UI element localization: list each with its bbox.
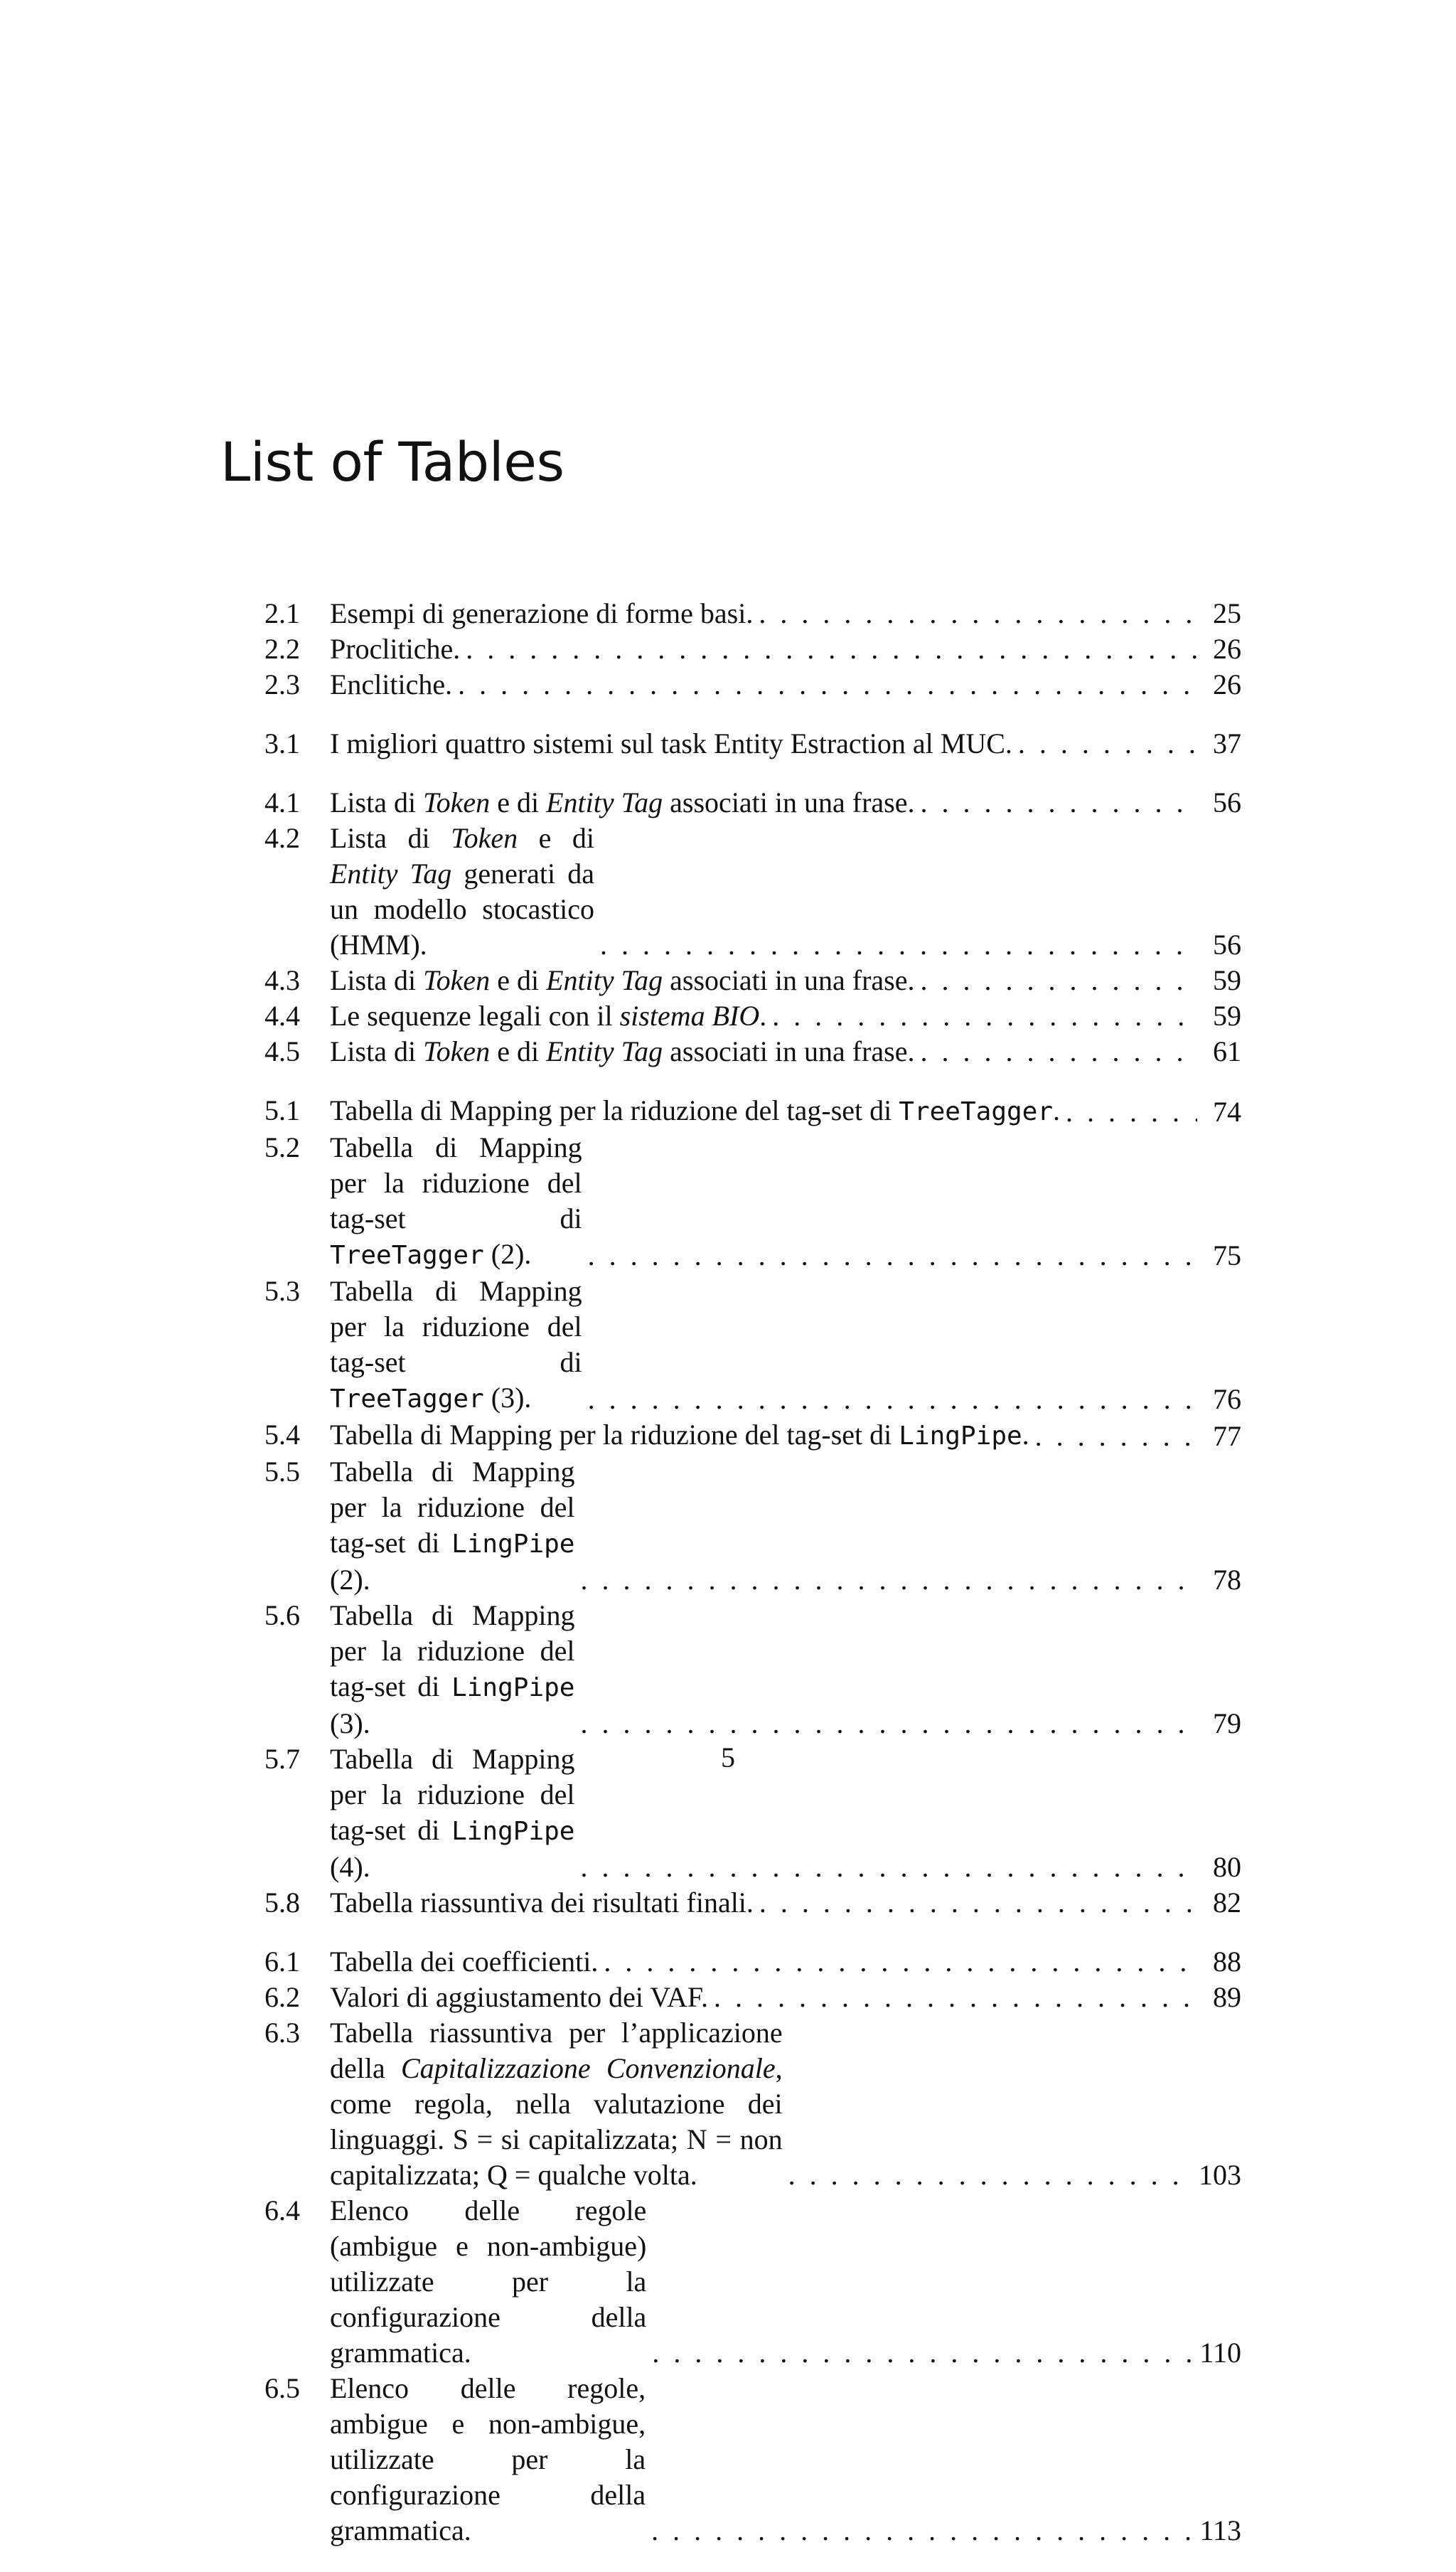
table-number: 5.6	[264, 1599, 300, 1631]
table-caption: Tabella di Mapping per la riduzione del tag-set di LingPipe.	[330, 1419, 1029, 1451]
page-ref: 25	[1213, 597, 1241, 629]
entry-body	[330, 667, 1241, 703]
page-ref: 110	[1199, 2337, 1241, 2369]
toc-entry[interactable]	[264, 821, 1241, 963]
toc-group	[264, 1093, 1241, 1921]
dot-leader	[646, 2513, 1192, 2549]
toc-entry[interactable]	[264, 785, 1241, 821]
entry-body	[330, 785, 1241, 821]
table-caption: Tabella di Mapping per la riduzione del tag-set di LingPipe (2).	[330, 1456, 575, 1596]
table-caption: Valori di aggiustamento dei VAF.	[330, 1981, 708, 2013]
dot-leader	[766, 998, 1197, 1034]
entry-body	[330, 1034, 1241, 1069]
toc-entry[interactable]	[264, 998, 1241, 1034]
table-number: 6.3	[264, 2017, 300, 2049]
table-number: 4.5	[264, 1035, 300, 1067]
dot-leader	[646, 2335, 1192, 2371]
page-ref: 37	[1213, 727, 1241, 759]
table-caption: Proclitiche.	[330, 633, 461, 665]
page-ref: 103	[1199, 2159, 1241, 2191]
toc-entry[interactable]	[264, 1417, 1241, 1454]
toc-group	[264, 785, 1241, 1069]
dot-leader	[582, 1238, 1197, 1274]
table-caption: Tabella di Mapping per la riduzione del tag-set di TreeTagger.	[330, 1094, 1061, 1126]
toc-entry[interactable]	[264, 631, 1241, 667]
page-ref: 56	[1213, 929, 1241, 961]
table-caption: Tabella di Mapping per la riduzione del tag-set di TreeTagger (2).	[330, 1131, 582, 1270]
entry-body	[330, 1598, 1241, 1741]
page-ref: 74	[1213, 1096, 1241, 1128]
table-caption: Lista di Token e di Entity Tag associati in una frase.	[330, 1035, 915, 1067]
page-title: List of Tables	[220, 430, 564, 493]
dot-leader	[915, 785, 1198, 821]
table-number: 2.3	[264, 668, 300, 700]
page-ref: 61	[1213, 1035, 1241, 1067]
dot-leader	[753, 596, 1197, 631]
entry-body	[330, 998, 1241, 1034]
toc-entry[interactable]	[264, 1454, 1241, 1598]
entry-body	[330, 1454, 1241, 1598]
table-caption: Lista di Token e di Entity Tag generati da un modello stocastico (HMM).	[330, 822, 594, 961]
table-caption: Tabella dei coefficienti.	[330, 1946, 599, 1978]
toc-group	[264, 1944, 1241, 2549]
table-number: 2.1	[264, 597, 300, 629]
entry-body	[330, 1093, 1241, 1130]
dot-leader	[1012, 726, 1197, 762]
page-ref: 56	[1213, 786, 1241, 818]
table-number: 6.5	[264, 2372, 300, 2404]
table-number: 5.3	[264, 1275, 300, 1307]
table-number: 5.1	[264, 1094, 300, 1126]
entry-body	[330, 1274, 1241, 1417]
table-number: 3.1	[264, 727, 300, 759]
page-ref: 82	[1213, 1887, 1241, 1919]
dot-leader	[452, 667, 1197, 703]
table-caption: Elenco delle regole (ambigue e non-ambigue) utilizzate per la configurazione della grammatica.	[330, 2194, 647, 2369]
toc-entry[interactable]	[264, 596, 1241, 631]
table-caption: Lista di Token e di Entity Tag associati in una frase.	[330, 964, 915, 996]
entry-body	[330, 726, 1241, 762]
dot-leader	[1029, 1419, 1197, 1454]
toc-entry[interactable]	[264, 1130, 1241, 1274]
toc-entry[interactable]	[264, 2371, 1241, 2549]
entry-body	[330, 596, 1241, 631]
table-number: 6.4	[264, 2194, 300, 2226]
page-ref: 26	[1213, 633, 1241, 665]
table-number: 4.1	[264, 786, 300, 818]
entry-body	[330, 631, 1241, 667]
toc-entry[interactable]	[264, 2193, 1241, 2371]
toc-entry[interactable]	[264, 1274, 1241, 1417]
page-ref: 77	[1213, 1420, 1241, 1452]
dot-leader	[1060, 1094, 1197, 1130]
table-caption: Enclitiche.	[330, 668, 453, 700]
toc-entry[interactable]	[264, 1980, 1241, 2015]
page-ref: 59	[1213, 964, 1241, 996]
toc-group	[264, 726, 1241, 762]
table-caption: Elenco delle regole, ambigue e non-ambigue, utilizzate per la configurazione della grammatica.	[330, 2372, 646, 2546]
page-ref: 113	[1199, 2514, 1241, 2546]
table-number: 5.8	[264, 1887, 300, 1919]
entry-body	[330, 821, 1241, 963]
entry-body	[330, 1980, 1241, 2015]
page-ref: 88	[1213, 1946, 1241, 1978]
page-number: 5	[721, 1741, 735, 1773]
entry-body	[330, 2371, 1241, 2549]
page-ref: 80	[1213, 1851, 1241, 1883]
toc-entry[interactable]	[264, 1944, 1241, 1980]
table-number: 6.2	[264, 1981, 300, 2013]
dot-leader	[574, 1850, 1197, 1885]
page-ref: 59	[1213, 1000, 1241, 1032]
table-caption: Tabella di Mapping per la riduzione del tag-set di LingPipe (4).	[330, 1743, 575, 1883]
table-number: 5.5	[264, 1456, 300, 1488]
entry-body	[330, 2015, 1241, 2193]
table-number: 5.4	[264, 1419, 300, 1451]
entry-body	[330, 2193, 1241, 2371]
table-caption: Tabella di Mapping per la riduzione del tag-set di LingPipe (3).	[330, 1599, 575, 1739]
entry-body	[330, 1885, 1241, 1921]
toc-entry[interactable]	[264, 726, 1241, 762]
table-caption: Tabella riassuntiva dei risultati finali.	[330, 1887, 754, 1919]
page-ref: 26	[1213, 668, 1241, 700]
page-ref: 79	[1213, 1707, 1241, 1739]
table-caption: Le sequenze legali con il sistema BIO.	[330, 1000, 767, 1032]
table-number: 5.7	[264, 1743, 300, 1775]
table-caption: Tabella riassuntiva per l’applicazione della Capitalizzazione Convenzionale, come regola, nella valutazione dei linguaggi. S = si capitalizzata; N = non capitalizzata; Q = qualche volta.	[330, 2017, 783, 2191]
toc-group	[264, 596, 1241, 703]
dot-leader	[915, 963, 1198, 998]
page-ref: 78	[1213, 1564, 1241, 1596]
toc-entry[interactable]	[264, 667, 1241, 703]
toc-entry[interactable]	[264, 1598, 1241, 1741]
toc-entry[interactable]	[264, 2015, 1241, 2193]
toc-entry[interactable]	[264, 1093, 1241, 1130]
dot-leader	[915, 1034, 1198, 1069]
dot-leader	[594, 927, 1197, 963]
table-number: 2.2	[264, 633, 300, 665]
dot-leader	[783, 2157, 1192, 2193]
toc-entry[interactable]	[264, 963, 1241, 998]
dot-leader	[582, 1382, 1197, 1417]
table-number: 5.2	[264, 1131, 300, 1163]
table-caption: Lista di Token e di Entity Tag associati in una frase.	[330, 786, 915, 818]
dot-leader	[598, 1944, 1197, 1980]
dot-leader	[574, 1706, 1197, 1741]
toc-entry[interactable]	[264, 1034, 1241, 1069]
table-number: 4.2	[264, 822, 300, 854]
dot-leader	[460, 631, 1197, 667]
page-ref: 89	[1213, 1981, 1241, 2013]
table-caption: I migliori quattro sistemi sul task Entity Estraction al MUC.	[330, 727, 1012, 759]
dot-leader	[708, 1980, 1197, 2015]
dot-leader	[574, 1562, 1197, 1598]
toc-entry[interactable]	[264, 1885, 1241, 1921]
entry-body	[330, 1944, 1241, 1980]
table-number: 6.1	[264, 1946, 300, 1978]
dot-leader	[754, 1885, 1197, 1921]
entry-body	[330, 1417, 1241, 1454]
table-number: 4.4	[264, 1000, 300, 1032]
table-caption: Tabella di Mapping per la riduzione del tag-set di TreeTagger (3).	[330, 1275, 582, 1414]
page-ref: 76	[1213, 1383, 1241, 1415]
list-of-tables	[264, 596, 1241, 2572]
table-caption: Esempi di generazione di forme basi.	[330, 597, 754, 629]
entry-body	[330, 963, 1241, 998]
entry-body	[330, 1130, 1241, 1274]
table-number: 4.3	[264, 964, 300, 996]
page-ref: 75	[1213, 1239, 1241, 1271]
